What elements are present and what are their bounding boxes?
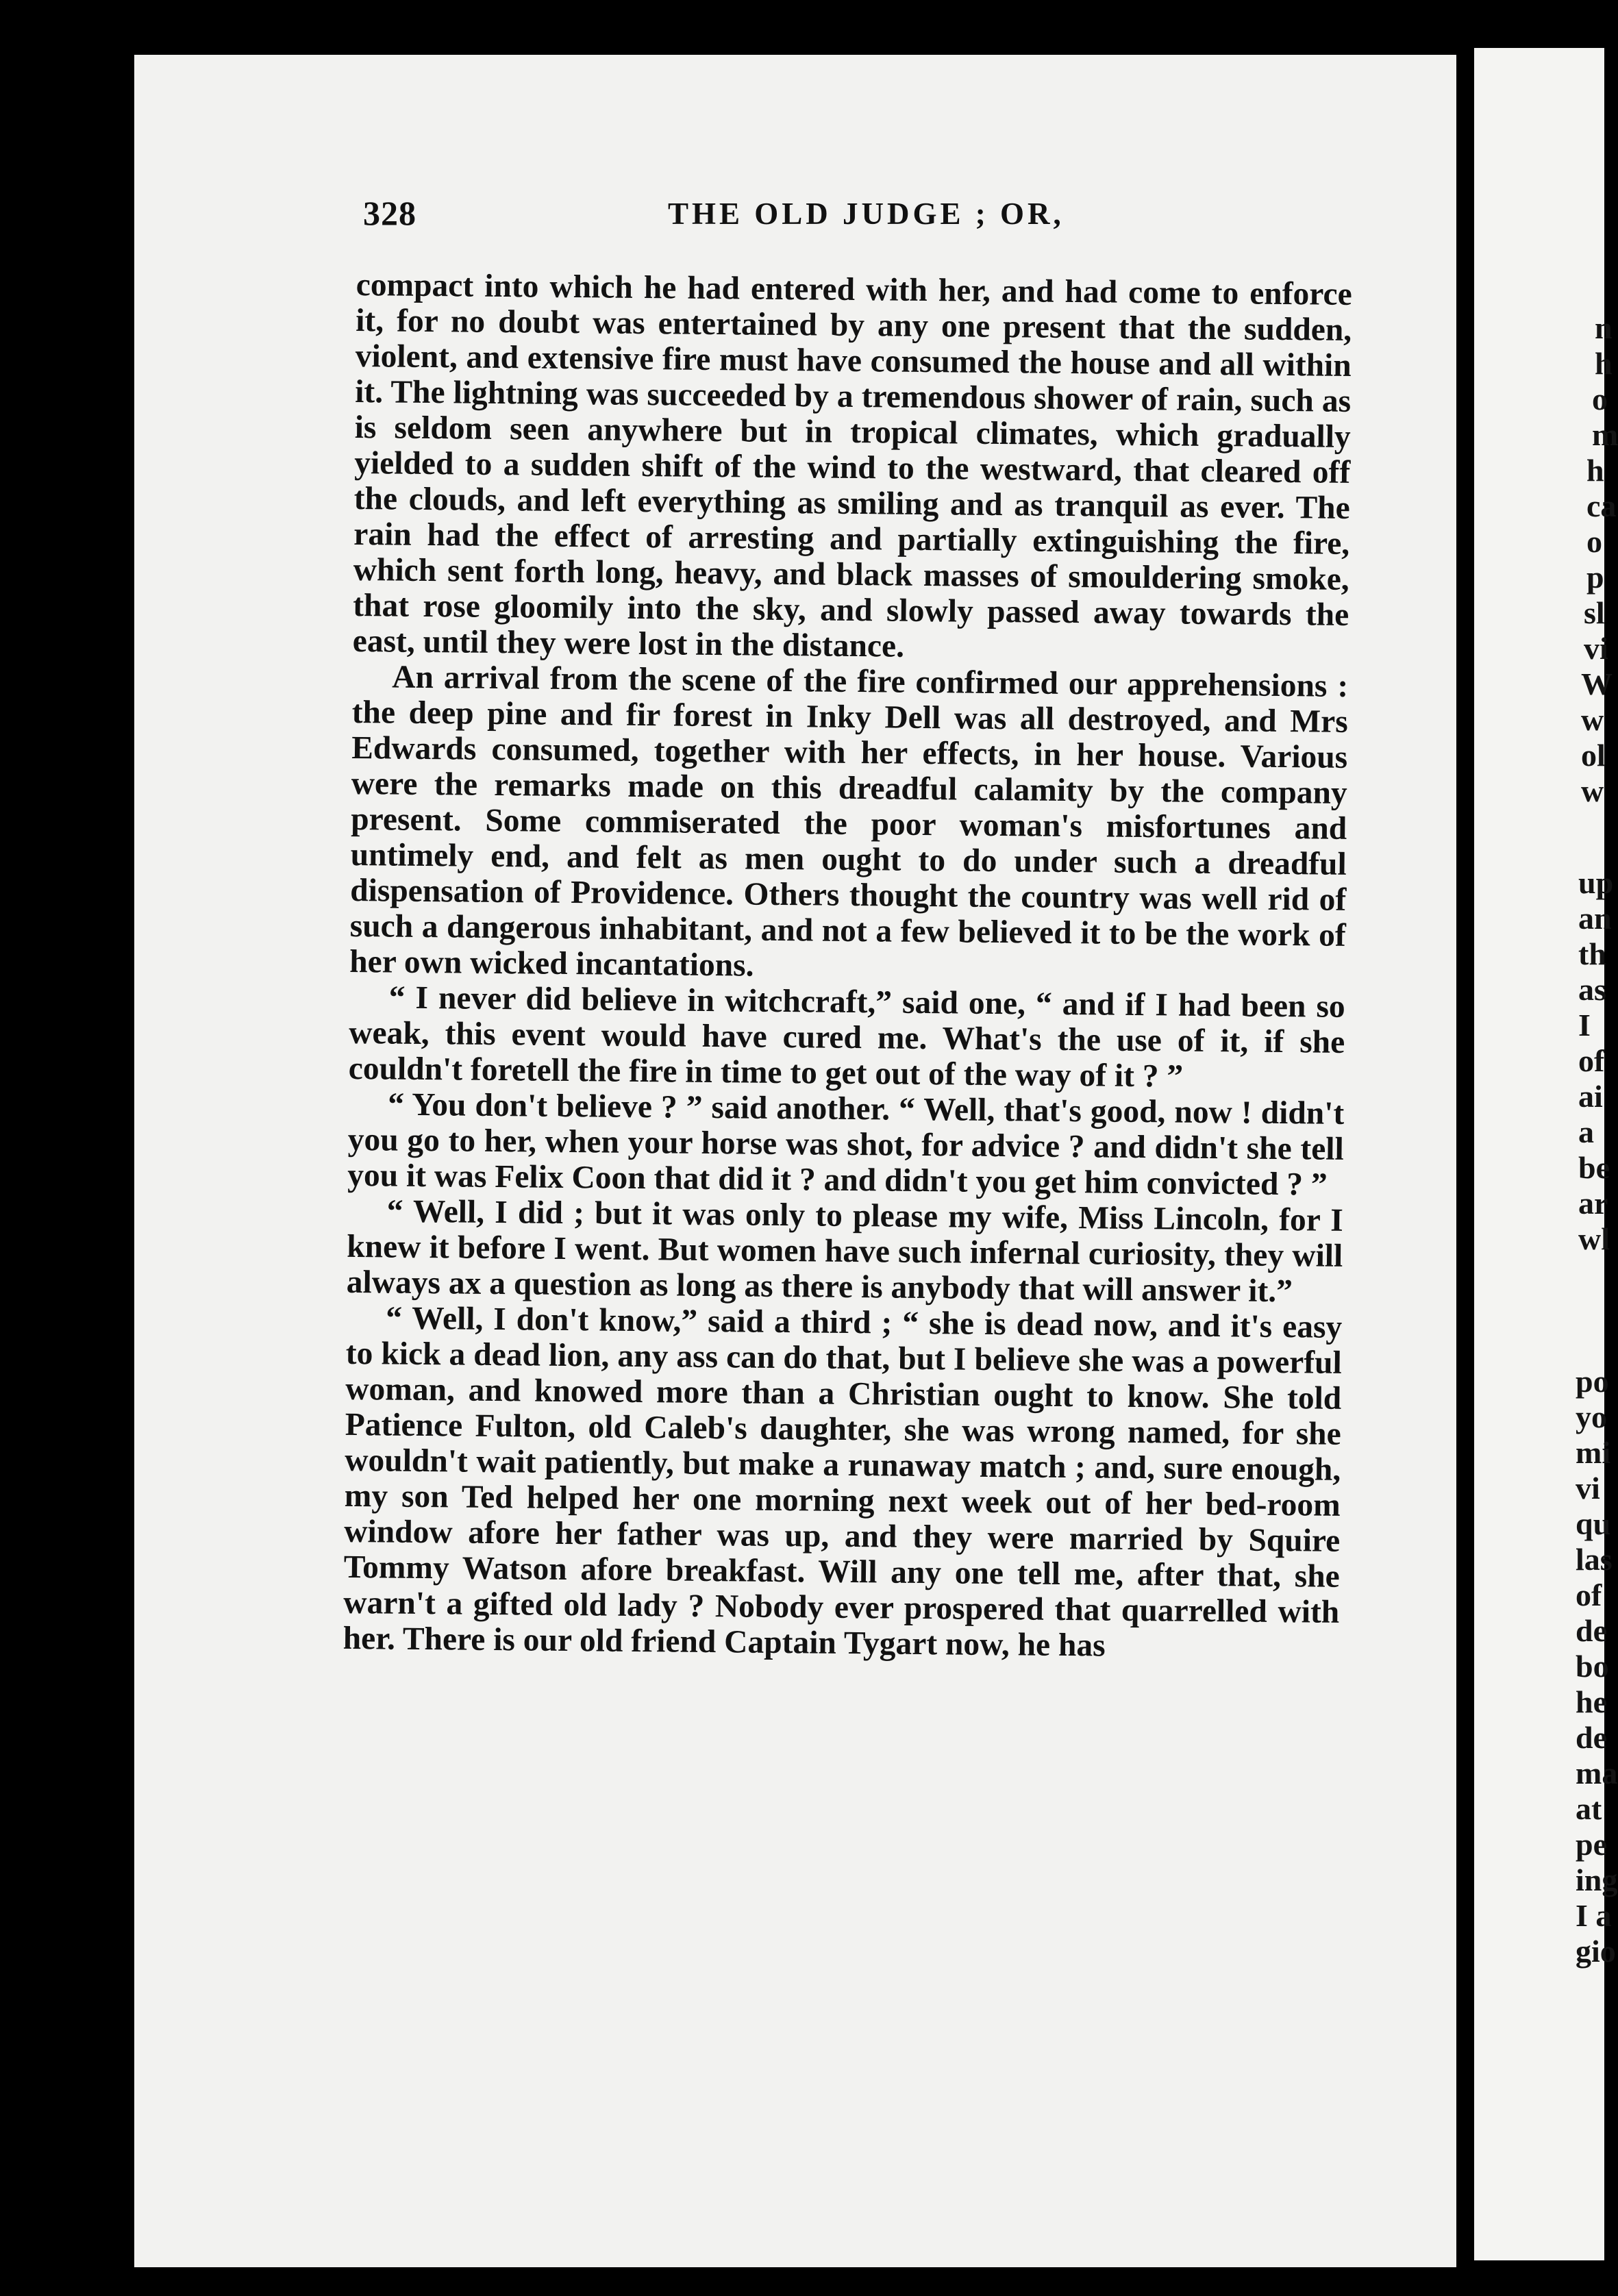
book-gutter (1456, 41, 1474, 2296)
fragment: vi (1584, 631, 1608, 666)
fragment: an (1578, 901, 1612, 936)
fragment: pe (1576, 1827, 1607, 1862)
fragment: w (1581, 702, 1604, 737)
fragment: gio (1576, 1934, 1616, 1969)
fragment: m (1592, 417, 1618, 452)
paragraph: An arrival from the scene of the fire confirmed our apprehensions : the deep pine and fir forest in Inky Dell was all destroyed, and Mrs Edwards consumed, together with her effects, in her house. Various were the remarks made on this dreadful calamity by the company present. Some commiserated the poor woman's misfortunes and untimely end, and felt as men ought to do under such a dreadful dispensation of Providence. Others thought the country was well rid of such a dangerous inhabitant, and not a few believed it to be the work of her own wicked incantations. (349, 659, 1349, 984)
facing-page-text-fragments (1478, 0, 1618, 2296)
fragment: at (1576, 1791, 1602, 1826)
fragment: of (1578, 1043, 1605, 1078)
fragment: be (1578, 1150, 1610, 1185)
fragment: vi (1576, 1471, 1600, 1506)
fragment: ma (1576, 1756, 1618, 1790)
paragraph: “ Well, I did ; but it was only to please my wife, Miss Lincoln, for I knew it before I went. But women have such infernal curiosity, they will always ax a question as long as there is anybody that will answer it.” (346, 1193, 1343, 1310)
fragment: th (1578, 936, 1606, 971)
running-header (363, 193, 1459, 248)
fragment: de (1576, 1720, 1607, 1755)
fragment: h (1595, 346, 1613, 381)
fragment: a (1578, 1114, 1594, 1149)
paragraph: “ You don't believe ? ” said another. “ Well, that's good, now ! didn't you go to her, when your horse was shot, for advice ? and didn't she tell you it was Felix Coon that did it ? and didn't you get him convicted ? ” (347, 1086, 1345, 1203)
fragment: o (1586, 524, 1602, 559)
fragment: ol (1581, 738, 1606, 773)
running-head-title: THE OLD JUDGE ; OR, (668, 197, 1065, 231)
fragment: de (1576, 1613, 1607, 1648)
fragment: po (1576, 1364, 1609, 1399)
paragraph: “ Well, I don't know,” said a third ; “ she is dead now, and it's easy to kick a dead lion, any ass can do that, but I believe she was a powerful woman, and knowed more than a Christian ought to know. She told Patience Fulton, old Caleb's daughter, she was wrong named, for she wouldn't wait patiently, but make a runaway match ; and, sure enough, my son Ted helped her one morning next week out of her bed-room window afore her father was up, and they were married by Squire Tommy Watson afore breakfast. Will any one tell me, after that, she warn't a gifted old lady ? Nobody ever prospered that quarrelled with her. There is our old friend Captain Tygart now, he has (343, 1300, 1343, 1664)
fragment: n (1595, 310, 1613, 345)
fragment: up (1578, 865, 1614, 900)
fragment: ing (1576, 1862, 1618, 1897)
fragment: las (1576, 1542, 1613, 1577)
fragment: bo (1576, 1649, 1609, 1684)
fragment: I (1578, 1008, 1591, 1043)
paragraph: “ I never did believe in witchcraft,” said one, “ and if I had been so weak, this event would have cured me. What's the use of it, if she couldn't foretell the fire in time to get out of the way of it ? ” (348, 979, 1345, 1095)
fragment: of (1576, 1577, 1602, 1612)
page-number: 328 (363, 194, 416, 232)
fragment: as (1578, 972, 1606, 1007)
body-text (343, 267, 1352, 1666)
fragment: ai (1578, 1079, 1603, 1114)
fragment: o (1592, 382, 1608, 416)
fragment: w (1581, 773, 1604, 808)
fragment: yo (1576, 1399, 1607, 1434)
fragment: he (1576, 1684, 1607, 1719)
fragment: ar (1578, 1186, 1608, 1221)
fragment: W (1581, 666, 1613, 701)
fragment: mi (1576, 1435, 1611, 1470)
fragment: sl (1584, 595, 1605, 630)
fragment: I a (1576, 1898, 1612, 1933)
fragment: h (1586, 453, 1604, 488)
fragment: ca (1586, 488, 1617, 523)
fragment: qu (1576, 1506, 1611, 1541)
paragraph-continued: compact into which he had entered with her, and had come to enforce it, for no doubt was entertained by any one present that the sudden, violent, and extensive fire must have consumed the house and all within it. The lightning was succeeded by a tremendous shower of rain, such as is seldom seen anywhere but in tropical climates, which gradually yielded to a sudden shift of the wind to the westward, that cleared off the clouds, and left everything as smiling and as tranquil as ever. The rain had the effect of arresting and partially extinguishing the fire, which sent forth long, heavy, and black masses of smouldering smoke, that rose gloomily into the sky, and slowly passed away towards the east, until they were lost in the distance. (352, 267, 1352, 664)
fragment: p (1586, 560, 1604, 595)
fragment: wl (1578, 1221, 1610, 1256)
